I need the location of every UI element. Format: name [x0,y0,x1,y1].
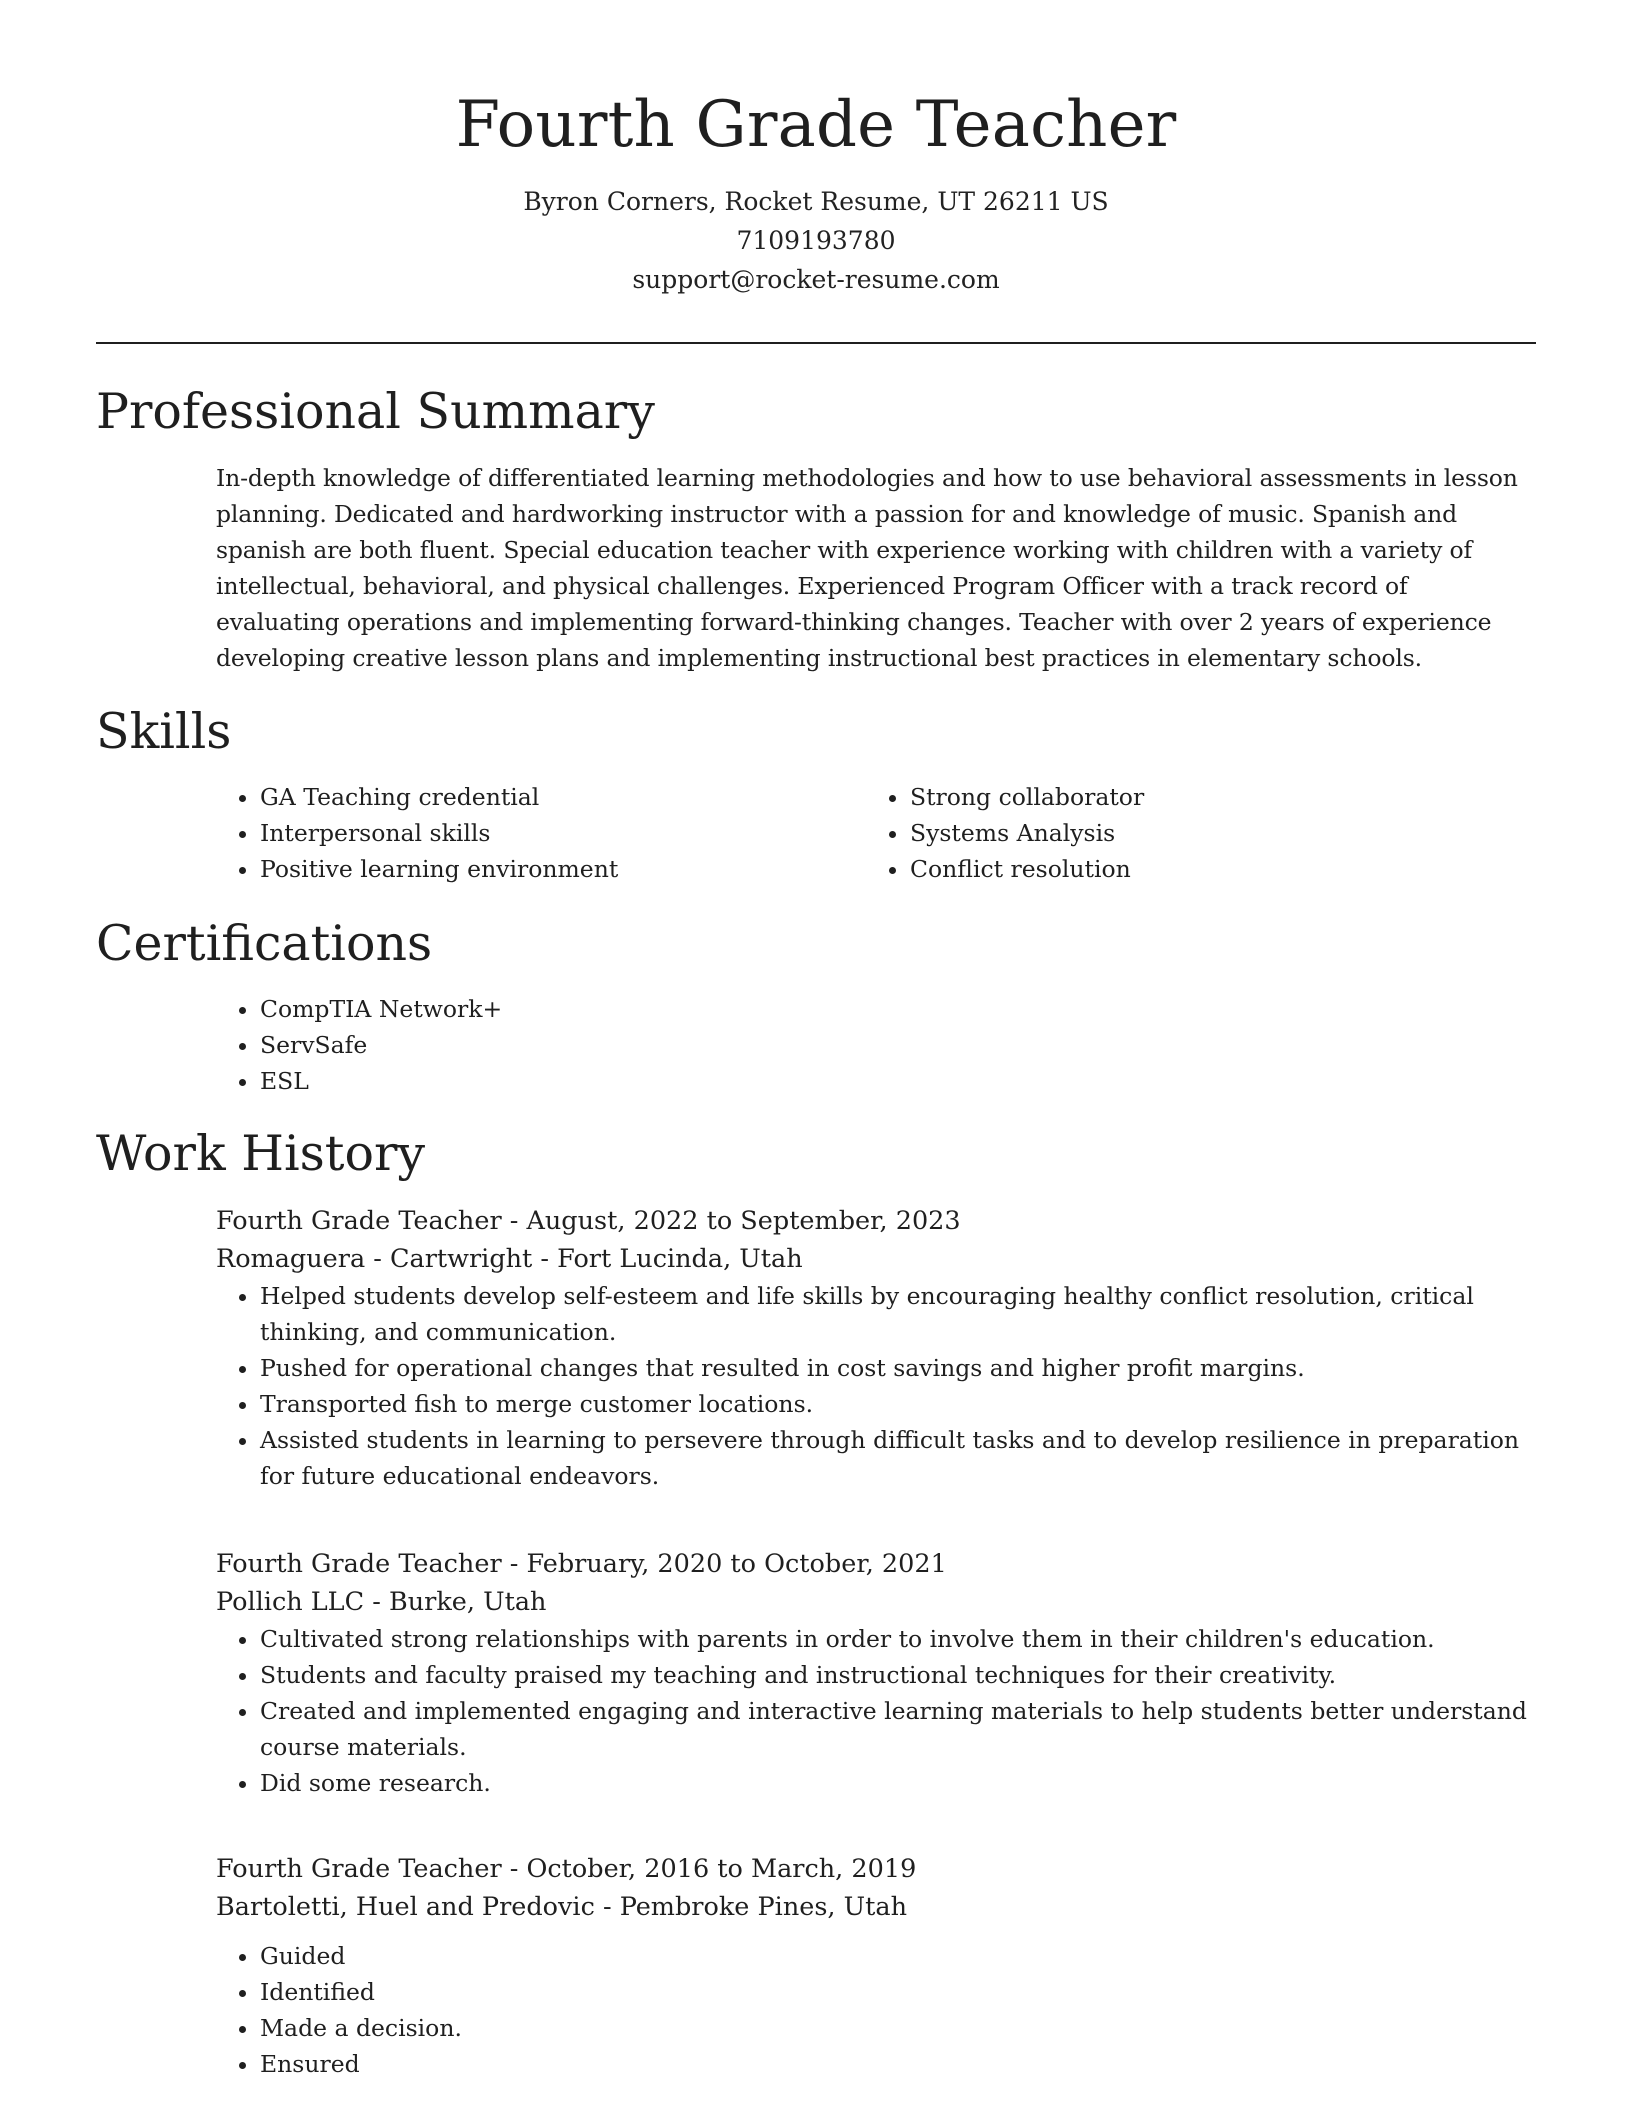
job-dates: August, 2022 to September, 2023 [526,1206,961,1236]
job-company: Romaguera - Cartwright [216,1244,533,1274]
certification-item: • ServSafe [260,1027,1536,1063]
certification-item: • CompTIA Network+ [260,991,1536,1027]
job-company-line: Romaguera - Cartwright - Fort Lucinda, Utah [216,1244,803,1274]
job-title: Fourth Grade Teacher [216,1549,502,1579]
job-company-line: Bartoletti, Huel and Predovic - Pembroke Pines, Utah [216,1892,907,1922]
skills-column-right [866,779,1516,887]
job-bullet: • Created and implemented engaging and interactive learning materials to help students better understand course materials. [260,1693,1536,1765]
skills-column-left [216,779,866,887]
skill-item: • Conflict resolution [910,851,1516,887]
job-entry [216,1545,1536,1801]
summary-heading: Professional Summary [96,383,655,440]
job-title-line: Fourth Grade Teacher - February, 2020 to October, 2021 [216,1549,947,1579]
job-bullet: • Ensured [260,2046,1536,2082]
contact-info [96,182,1536,299]
job-title-line: Fourth Grade Teacher - August, 2022 to September, 2023 [216,1206,961,1236]
job-entry [216,1202,1536,1494]
header-divider [96,342,1536,344]
job-bullet: • Identified [260,1974,1536,2010]
job-bullets [216,1278,1536,1494]
skill-item: • GA Teaching credential [260,779,866,815]
job-bullet: • Guided [260,1938,1536,1974]
contact-phone: 7109193780 [736,226,896,255]
work-history-heading: Work History [96,1125,426,1182]
job-bullet: • Helped students develop self-esteem and life skills by encouraging healthy conflict resolution, critical thinking, and communication. [260,1278,1536,1350]
job-bullet: • Cultivated strong relationships with parents in order to involve them in their children's education. [260,1621,1536,1657]
job-bullets [216,1621,1536,1801]
job-location: Fort Lucinda, Utah [557,1244,803,1274]
resume-header [96,80,1536,299]
skills-grid [216,779,1536,887]
summary-text: In-depth knowledge of differentiated learning methodologies and how to use behavioral assessments in lesson planning. Dedicated and hardworking instructor with a passion for and knowledge of music. Spanish and spanish are both fluent. Special education teacher with experience working with children with a variety of intellectual, behavioral, and physical challenges. Experienced Program Officer with a track record of evaluating operations and implementing forward-thinking changes. Teacher with over 2 years of experience developing creative lesson plans and implementing instructional best practices in elementary schools. [216,464,1518,672]
job-bullet: • Assisted students in learning to persevere through difficult tasks and to develop resilience in preparation for future educational endeavors. [260,1422,1536,1494]
job-dates: October, 2016 to March, 2019 [526,1854,917,1884]
candidate-name: Fourth Grade Teacher [455,88,1177,162]
job-location: Burke, Utah [388,1587,547,1617]
skill-item: • Interpersonal skills [260,815,866,851]
job-bullet: • Transported fish to merge customer locations. [260,1386,1536,1422]
job-bullet: • Pushed for operational changes that resulted in cost savings and higher profit margins. [260,1350,1536,1386]
job-company-line: Pollich LLC - Burke, Utah [216,1587,547,1617]
job-location: Pembroke Pines, Utah [619,1892,907,1922]
job-company: Bartoletti, Huel and Predovic [216,1892,595,1922]
job-title: Fourth Grade Teacher [216,1206,502,1236]
skills-block [216,779,1536,887]
summary-block [216,460,1536,676]
job-title: Fourth Grade Teacher [216,1854,502,1884]
skill-item: • Systems Analysis [910,815,1516,851]
contact-email: support@rocket-resume.com [632,265,1000,294]
certifications-heading: Certifications [96,915,433,972]
job-bullet: • Students and faculty praised my teaching and instructional techniques for their creativity. [260,1657,1536,1693]
job-company: Pollich LLC [216,1587,365,1617]
certifications-block [216,991,1536,1099]
job-bullet: • Made a decision. [260,2010,1536,2046]
contact-address: Byron Corners, Rocket Resume, UT 26211 US [523,187,1109,216]
job-title-line: Fourth Grade Teacher - October, 2016 to March, 2019 [216,1854,917,1884]
skill-item: • Strong collaborator [910,779,1516,815]
certifications-list [216,991,1536,1099]
job-bullet: • Did some research. [260,1765,1536,1801]
job-entry [216,1850,1536,2082]
skills-list-left [216,779,866,887]
skills-heading: Skills [96,703,232,760]
certification-item: • ESL [260,1063,1536,1099]
job-bullets [216,1938,1536,2082]
job-dates: February, 2020 to October, 2021 [526,1549,947,1579]
skill-item: • Positive learning environment [260,851,866,887]
skills-list-right [866,779,1516,887]
